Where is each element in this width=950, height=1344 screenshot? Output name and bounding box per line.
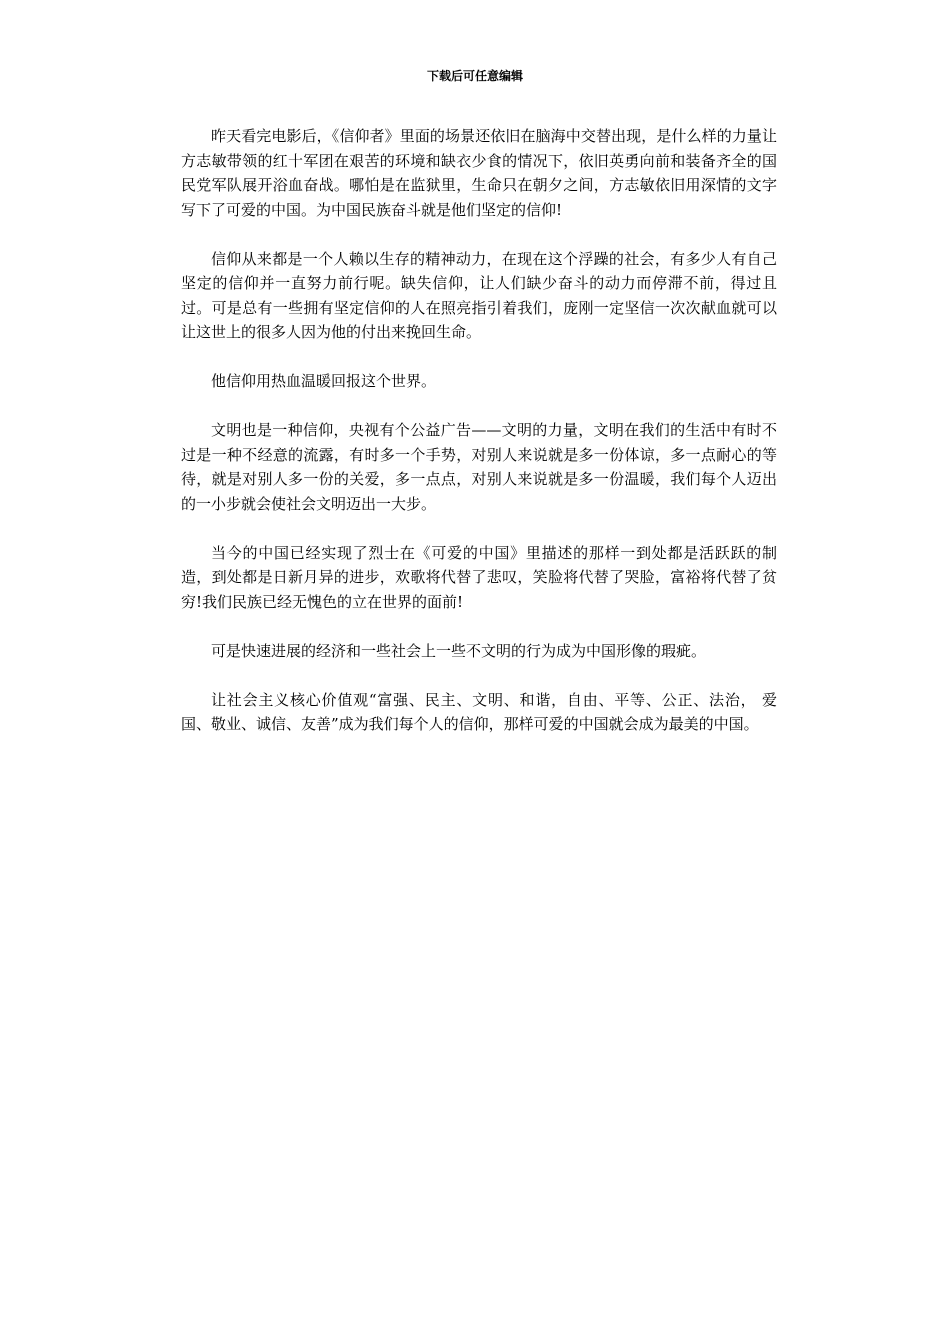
paragraph-1: 昨天看完电影后，《信仰者》里面的场景还依旧在脑海中交替出现，是什么样的力量让方志敏带领的红十军团在艰苦的环境和缺衣少食的情况下，依旧英勇向前和装备齐全的国民党军队展开浴血奋战。哪怕是在监狱里，生命只在朝夕之间，方志敏依旧用深情的文字写下了可爱的中国。为中国民族奋斗就是他们坚定的信仰! [181, 127, 777, 219]
paragraph-6: 可是快速进展的经济和一些社会上一些不文明的行为成为中国形像的瑕疵。 [211, 641, 707, 660]
page-header: 下载后可任意编辑 [426, 69, 523, 83]
paragraph-4: 文明也是一种信仰，央视有个公益广告——文明的力量，文明在我们的生活中有时不过是一种不经意的流露，有时多一个手势，对别人来说就是多一份体谅，多一点耐心的等待，就是对别人多一份的关爱，多一点点，对别人来说就是多一份温暖，我们每个人迈出的一小步就会使社会文明迈出一大步。 [181, 421, 777, 513]
paragraph-5: 当今的中国已经实现了烈士在《可爱的中国》里描述的那样一到处都是活跃跃的制造，到处都是日新月异的进步，欢歌将代替了悲叹，笑脸将代替了哭脸，富裕将代替了贫穷!我们民族已经无愧色的立在世界的面前! [181, 543, 777, 611]
paragraph-2: 信仰从来都是一个人赖以生存的精神动力，在现在这个浮躁的社会，有多少人有自己坚定的信仰并一直努力前行呢。缺失信仰，让人们缺少奋斗的动力而停滞不前，得过且过。可是总有一些拥有坚定信仰的人在照亮指引着我们，庞刚一定坚信一次次献血就可以让这世上的很多人因为他的付出来挽回生命。 [181, 249, 777, 341]
document-body [181, 124, 777, 761]
paragraph-7: 让社会主义核心价值观“富强、民主、文明、和谐，自由、平等、公正、法治， 爱国、敬业、诚信、友善”成为我们每个人的信仰，那样可爱的中国就会成为最美的中国。 [181, 690, 777, 733]
paragraph-3: 他信仰用热血温暖回报这个世界。 [211, 372, 437, 390]
